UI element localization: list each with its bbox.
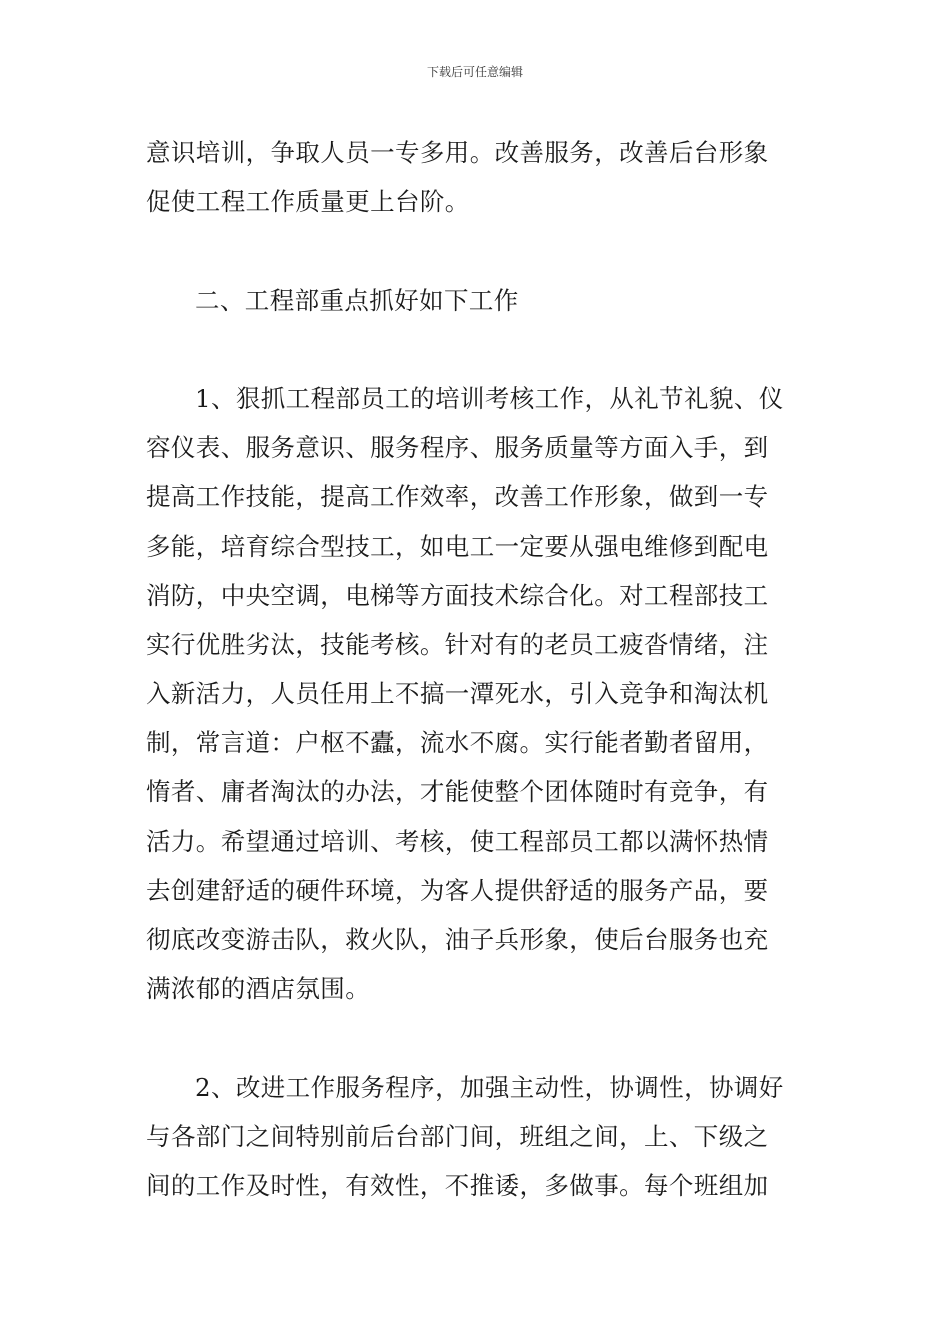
section-heading: 二、工程部重点抓好如下工作 [195,285,519,315]
paragraph-gap [146,325,808,374]
text-line: 实行优胜劣汰，技能考核。针对有的老员工疲沓情绪，注 [146,629,769,659]
text-line: 入新活力，人员任用上不搞一潭死水，引入竞争和淘汰机 [146,679,769,709]
text-line: 意识培训，争取人员一专多用。改善服务，改善后台形象 [146,138,769,167]
text-line: 1、狠抓工程部员工的培训考核工作，从礼节礼貌、仪 [195,383,784,413]
page-header: 下载后可任意编辑 [426,65,523,79]
text-line: 消防，中央空调，电梯等方面技术综合化。对工程部技工 [146,580,769,610]
paragraph-gap [146,226,808,275]
text-line: 间的工作及时性，有效性，不推诿，多做事。每个班组加 [146,1170,769,1200]
text-line: 提高工作技能，提高工作效率，改善工作形象，做到一专 [146,482,769,512]
paragraph-gap [146,1013,808,1062]
text-line: 制，常言道：户枢不蠹，流水不腐。实行能者勤者留用， [146,728,769,758]
text-line: 惰者、庸者淘汰的办法，才能使整个团体随时有竞争，有 [146,777,769,807]
document-body [146,128,808,1210]
text-line: 满浓郁的酒店氛围。 [146,974,371,1004]
text-line: 去创建舒适的硬件环境，为客人提供舒适的服务产品，要 [146,875,769,905]
text-line: 促使工程工作质量更上台阶。 [146,187,470,217]
text-line: 与各部门之间特别前后台部门间，班组之间，上、下级之 [146,1121,769,1151]
text-line: 容仪表、服务意识、服务程序、服务质量等方面入手，到 [146,433,769,463]
text-line: 活力。希望通过培训、考核，使工程部员工都以满怀热情 [146,826,769,856]
text-line: 多能，培育综合型技工，如电工一定要从强电维修到配电 [146,531,769,561]
text-line: 彻底改变游击队，救火队，油子兵形象，使后台服务也充 [146,925,769,954]
text-line: 2、改进工作服务程序，加强主动性，协调性，协调好 [195,1072,784,1102]
